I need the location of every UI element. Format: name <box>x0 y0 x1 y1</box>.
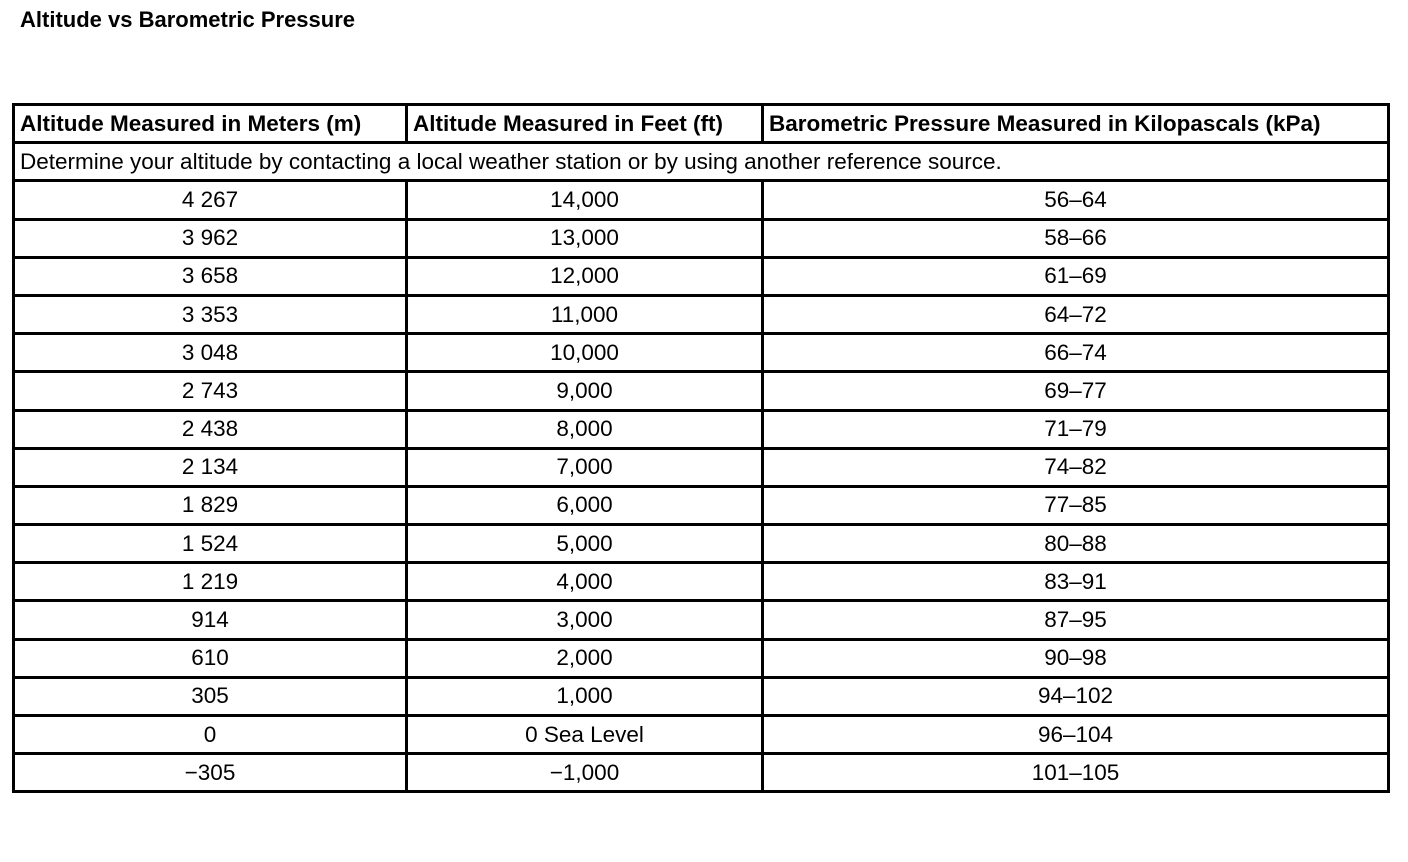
cell-feet: 6,000 <box>408 488 764 526</box>
table-row <box>15 182 1390 220</box>
cell-pressure: 56–64 <box>764 182 1390 220</box>
cell-meters: −305 <box>15 755 408 793</box>
table-row <box>15 717 1390 755</box>
table-row <box>15 335 1390 373</box>
cell-meters: 3 962 <box>15 221 408 259</box>
cell-meters: 4 267 <box>15 182 408 220</box>
cell-pressure: 66–74 <box>764 335 1390 373</box>
table-row <box>15 412 1390 450</box>
cell-pressure: 74–82 <box>764 450 1390 488</box>
cell-meters: 3 048 <box>15 335 408 373</box>
table-row <box>15 602 1390 640</box>
cell-pressure: 77–85 <box>764 488 1390 526</box>
cell-pressure: 90–98 <box>764 641 1390 679</box>
header-pressure: Barometric Pressure Measured in Kilopascals (kPa) <box>764 106 1390 144</box>
note-row <box>15 144 1390 182</box>
altitude-pressure-table <box>12 103 1390 793</box>
header-row <box>15 106 1390 144</box>
cell-meters: 1 219 <box>15 564 408 602</box>
cell-feet: 7,000 <box>408 450 764 488</box>
table-row <box>15 755 1390 793</box>
cell-pressure: 80–88 <box>764 526 1390 564</box>
cell-feet: 13,000 <box>408 221 764 259</box>
page-title: Altitude vs Barometric Pressure <box>20 7 356 32</box>
cell-feet: −1,000 <box>408 755 764 793</box>
table-row <box>15 488 1390 526</box>
table-row <box>15 259 1390 297</box>
cell-pressure: 58–66 <box>764 221 1390 259</box>
cell-feet: 10,000 <box>408 335 764 373</box>
table-row <box>15 564 1390 602</box>
cell-feet: 5,000 <box>408 526 764 564</box>
cell-meters: 3 353 <box>15 297 408 335</box>
cell-pressure: 69–77 <box>764 373 1390 411</box>
cell-meters: 1 829 <box>15 488 408 526</box>
cell-meters: 0 <box>15 717 408 755</box>
cell-feet: 1,000 <box>408 679 764 717</box>
table-row <box>15 641 1390 679</box>
cell-feet: 12,000 <box>408 259 764 297</box>
cell-pressure: 96–104 <box>764 717 1390 755</box>
cell-pressure: 94–102 <box>764 679 1390 717</box>
cell-feet: 2,000 <box>408 641 764 679</box>
table-row <box>15 373 1390 411</box>
cell-meters: 3 658 <box>15 259 408 297</box>
cell-feet: 8,000 <box>408 412 764 450</box>
cell-feet: 4,000 <box>408 564 764 602</box>
header-meters: Altitude Measured in Meters (m) <box>15 106 408 144</box>
table-row <box>15 526 1390 564</box>
cell-feet: 9,000 <box>408 373 764 411</box>
cell-pressure: 61–69 <box>764 259 1390 297</box>
cell-meters: 1 524 <box>15 526 408 564</box>
cell-pressure: 101–105 <box>764 755 1390 793</box>
cell-pressure: 87–95 <box>764 602 1390 640</box>
cell-meters: 2 438 <box>15 412 408 450</box>
cell-pressure: 83–91 <box>764 564 1390 602</box>
cell-meters: 2 134 <box>15 450 408 488</box>
cell-meters: 610 <box>15 641 408 679</box>
cell-pressure: 71–79 <box>764 412 1390 450</box>
table-row <box>15 221 1390 259</box>
cell-feet: 0 Sea Level <box>408 717 764 755</box>
header-feet: Altitude Measured in Feet (ft) <box>408 106 764 144</box>
table-row <box>15 679 1390 717</box>
cell-feet: 3,000 <box>408 602 764 640</box>
cell-meters: 2 743 <box>15 373 408 411</box>
table-row <box>15 450 1390 488</box>
cell-meters: 914 <box>15 602 408 640</box>
note-text: Determine your altitude by contacting a local weather station or by using another reference source. <box>15 144 1390 182</box>
cell-meters: 305 <box>15 679 408 717</box>
cell-feet: 14,000 <box>408 182 764 220</box>
table-row <box>15 297 1390 335</box>
cell-pressure: 64–72 <box>764 297 1390 335</box>
cell-feet: 11,000 <box>408 297 764 335</box>
